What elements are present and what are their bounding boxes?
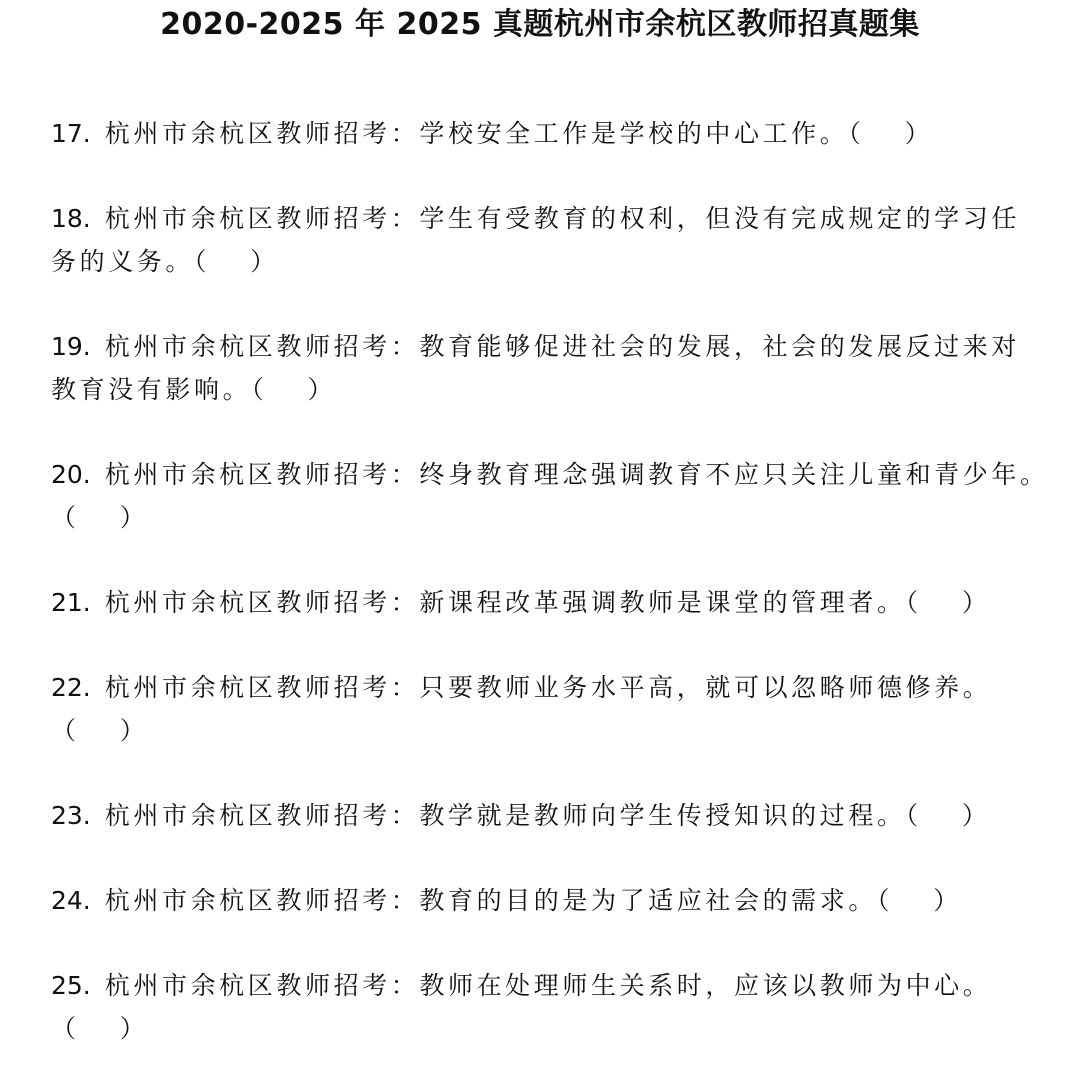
question-item: [51, 453, 1051, 539]
question-item: [51, 197, 1051, 283]
question-item: [51, 112, 1051, 155]
question-text: 杭州市余杭区教师招考：只要教师业务水平高，就可以忽略师德修养。: [104, 673, 992, 702]
question-text: 杭州市余杭区教师招考：学生有受教育的权利，但没有完成规定的学习任: [104, 204, 1020, 233]
question-number: 24.: [51, 886, 91, 915]
question-item: [51, 666, 1051, 752]
question-number: 21.: [51, 588, 91, 617]
question-text: 杭州市余杭区教师招考：终身教育理念强调教育不应只关注儿童和青少年。: [104, 460, 1049, 489]
question-text: 杭州市余杭区教师招考：教育能够促进社会的发展，社会的发展反过来对: [104, 332, 1020, 361]
question-number: 20.: [51, 460, 91, 489]
question-text: 杭州市余杭区教师招考：教育的目的是为了适应社会的需求。（ ）: [104, 886, 962, 915]
question-item: [51, 794, 1051, 837]
question-number: 17.: [51, 119, 91, 148]
question-text-continued: 务的义务。（ ）: [51, 247, 279, 276]
question-item: [51, 581, 1051, 624]
question-number: 23.: [51, 801, 91, 830]
question-text: 杭州市余杭区教师招考：新课程改革强调教师是课堂的管理者。（ ）: [104, 588, 991, 617]
question-text-continued: 教育没有影响。（ ）: [51, 375, 337, 404]
question-list: [51, 112, 1051, 1092]
question-item: [51, 325, 1051, 411]
question-text: 杭州市余杭区教师招考：教师在处理师生关系时，应该以教师为中心。: [104, 971, 992, 1000]
question-item: [51, 879, 1051, 922]
question-text: 杭州市余杭区教师招考：教学就是教师向学生传授知识的过程。（ ）: [104, 801, 991, 830]
question-number: 22.: [51, 673, 91, 702]
question-number: 25.: [51, 971, 91, 1000]
page-title: 2020-2025 年 2025 真题杭州市余杭区教师招真题集: [160, 7, 920, 42]
question-text-continued: （ ）: [51, 1014, 149, 1043]
question-number: 18.: [51, 204, 91, 233]
question-text-continued: （ ）: [51, 716, 149, 745]
question-text-continued: （ ）: [51, 503, 149, 532]
question-number: 19.: [51, 332, 91, 361]
question-item: [51, 964, 1051, 1050]
question-text: 杭州市余杭区教师招考：学校安全工作是学校的中心工作。（ ）: [104, 119, 934, 148]
